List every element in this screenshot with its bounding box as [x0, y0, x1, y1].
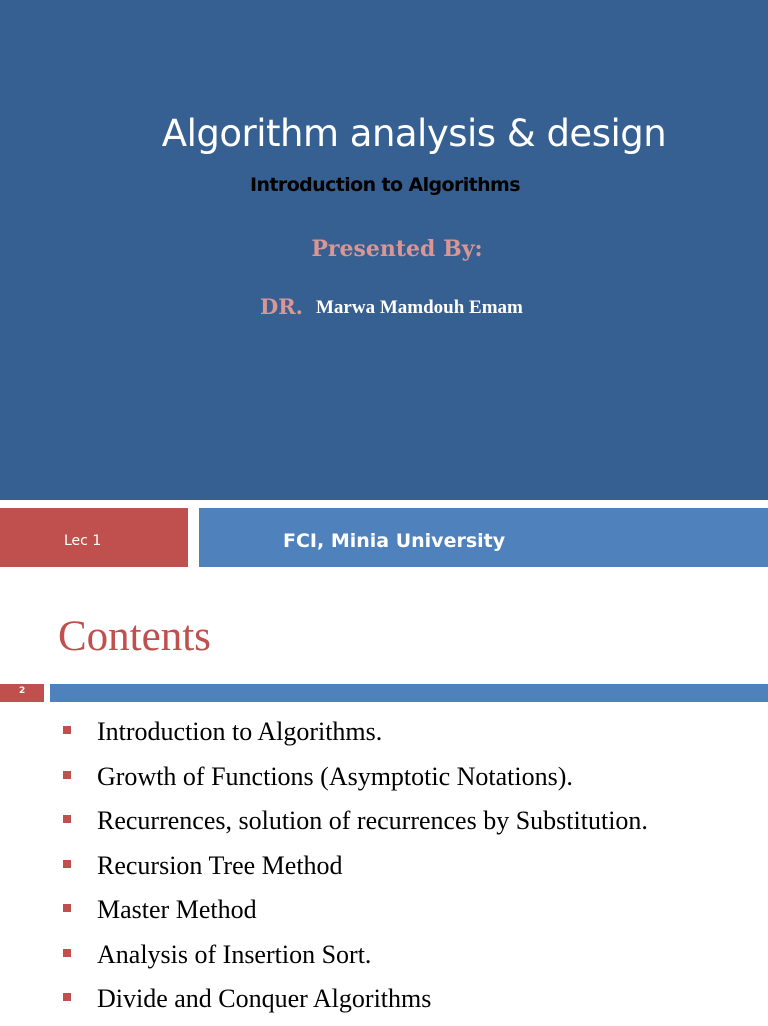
footer-institution: FCI, Minia University [283, 530, 506, 552]
presentation-subtitle: Introduction to Algorithms [250, 174, 520, 196]
presenter-name: Marwa Mamdouh Emam [316, 297, 523, 318]
footer-divider [0, 500, 768, 508]
square-bullet-icon [63, 949, 71, 957]
square-bullet-icon [63, 904, 71, 912]
slide-header-bar [50, 684, 768, 702]
contents-heading: Contents [58, 613, 211, 660]
lecture-label: Lec 1 [64, 533, 102, 549]
list-item-text: Growth of Functions (Asymptotic Notations). [97, 761, 573, 791]
list-item-text: Introduction to Algorithms. [97, 717, 383, 746]
list-item-text: Master Method [97, 895, 257, 924]
square-bullet-icon [63, 860, 71, 868]
list-item-text: Divide and Conquer Algorithms [97, 984, 432, 1013]
list-item-text: Recurrences, solution of recurrences by Substitution. [97, 806, 648, 835]
slide-number: 2 [19, 686, 26, 696]
title-slide [0, 0, 768, 500]
presenter-title: DR. [260, 294, 303, 319]
list-item-text: Analysis of Insertion Sort. [97, 939, 372, 969]
presented-by-label: Presented By: [311, 236, 483, 262]
square-bullet-icon [63, 815, 71, 823]
square-bullet-icon [63, 726, 71, 734]
square-bullet-icon [63, 993, 71, 1001]
presentation-title: Algorithm analysis & design [161, 112, 667, 155]
list-item-text: Recursion Tree Method [97, 850, 343, 880]
square-bullet-icon [63, 771, 71, 779]
